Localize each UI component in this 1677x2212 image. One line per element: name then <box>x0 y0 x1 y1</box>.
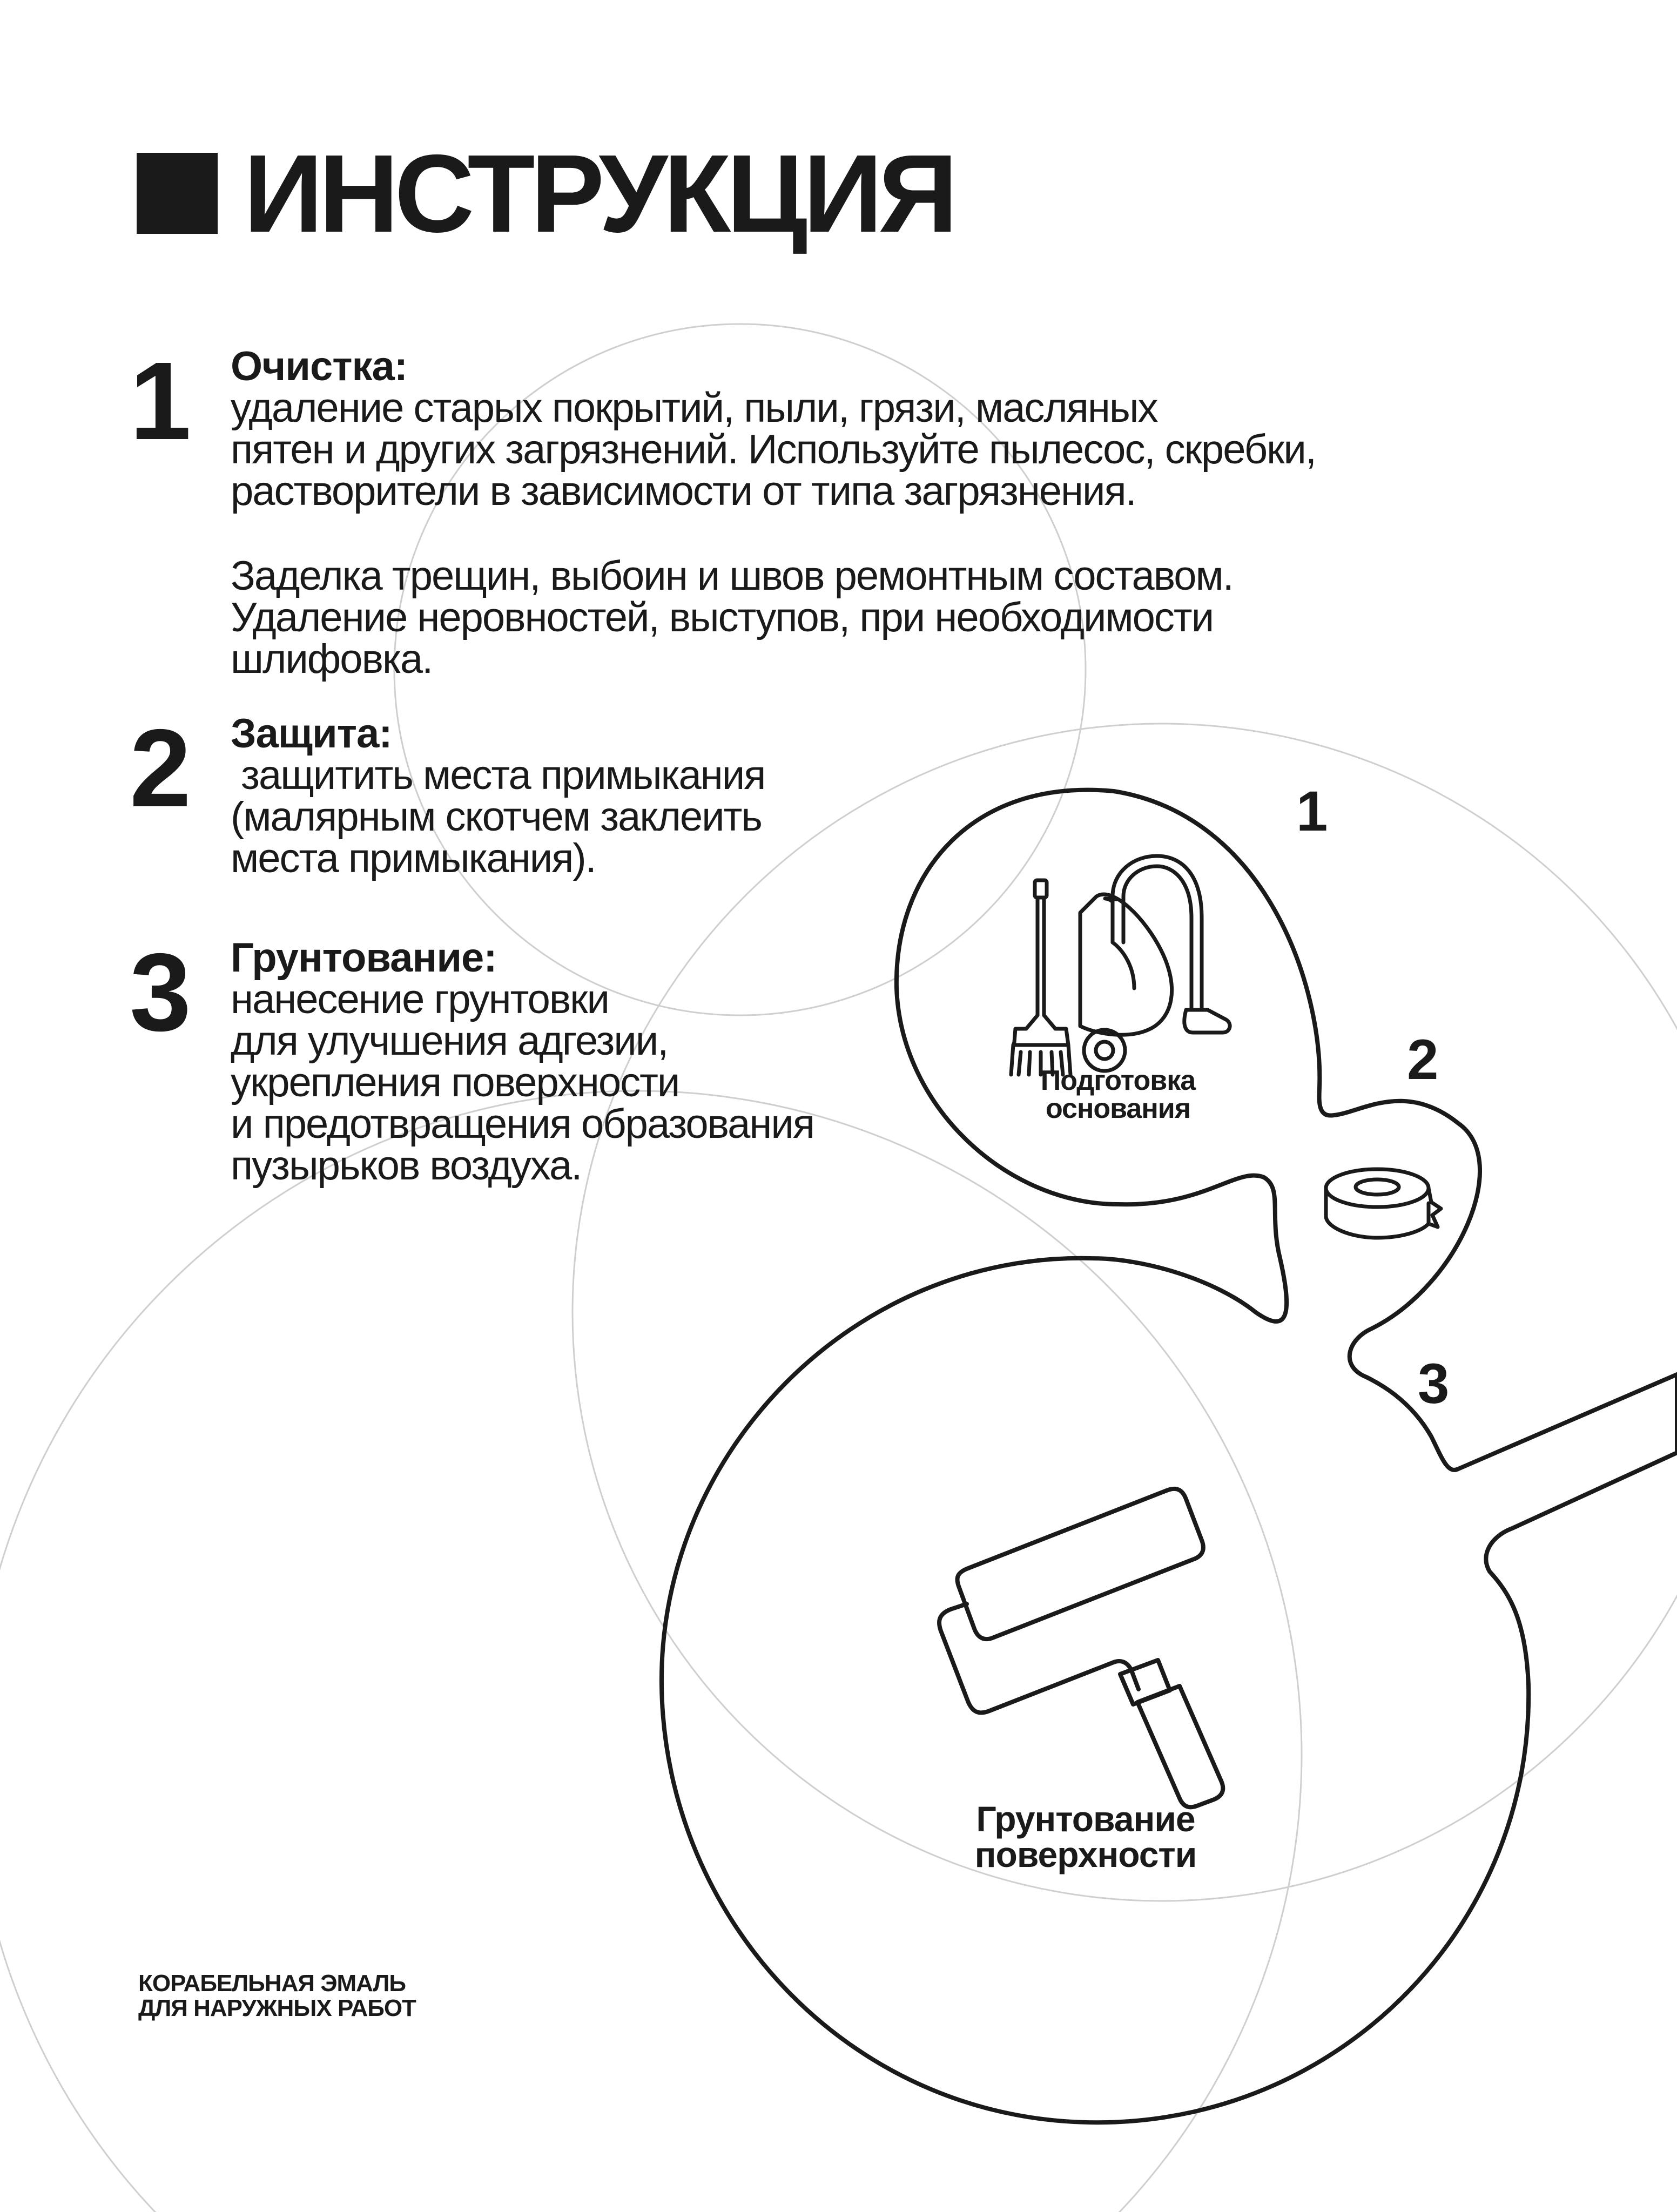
footer-line: ДЛЯ НАРУЖНЫХ РАБОТ <box>138 1995 416 2021</box>
step-title: Очистка: <box>231 343 408 389</box>
step-title: Защита: <box>231 711 392 757</box>
text-line: укрепления поверхности <box>231 1060 679 1105</box>
label-line: основания <box>1045 1093 1191 1124</box>
text-line: удаление старых покрытий, пыли, грязи, масляных <box>231 385 1157 431</box>
diagram-stage-number: 3 <box>1418 1352 1450 1415</box>
text-line: защитить места примыкания <box>231 752 765 798</box>
diagram-outline <box>662 790 1677 2123</box>
vacuum-cleaner-icon <box>1080 856 1230 1071</box>
step-title: Грунтование: <box>231 935 497 981</box>
masking-tape-icon <box>1326 1169 1441 1238</box>
page-title-text: ИНСТРУКЦИЯ <box>244 131 954 255</box>
text-line: нанесение грунтовки <box>231 976 609 1022</box>
text-line: Удаление неровностей, выступов, при необходимости <box>231 595 1214 640</box>
label-line: Подготовка <box>1040 1065 1196 1096</box>
label-line: Грунтование <box>976 1799 1195 1839</box>
broom-icon <box>1011 880 1070 1075</box>
text-line: и предотвращения образования <box>231 1101 814 1147</box>
step-number: 3 <box>130 930 192 1054</box>
text-line: (малярным скотчем заклеить <box>231 794 762 840</box>
diagram-stage-number: 1 <box>1296 780 1328 843</box>
footer-line: КОРАБЕЛЬНАЯ ЭМАЛЬ <box>138 1970 406 1997</box>
step-number: 2 <box>130 706 192 830</box>
text-line: Заделка трещин, выбоин и швов ремонтным составом. <box>231 553 1233 599</box>
stage3-label <box>918 1801 1253 1872</box>
paint-roller-icon <box>939 1489 1223 1807</box>
step-number: 1 <box>130 339 192 463</box>
text-line: растворители в зависимости от типа загрязнения. <box>231 468 1136 514</box>
text-line: шлифовка. <box>231 636 433 682</box>
text-line: для улучшения адгезии, <box>231 1018 668 1064</box>
diagram-stage-number: 2 <box>1407 1028 1439 1091</box>
footer-product-name <box>138 1971 416 2021</box>
text-line: места примыкания). <box>231 835 596 881</box>
text-line: пузырьков воздуха. <box>231 1143 582 1189</box>
stage1-label <box>988 1067 1248 1123</box>
label-line: поверхности <box>974 1835 1197 1874</box>
text-line: пятен и других загрязнений. Используйте пылесос, скребки, <box>231 427 1316 473</box>
